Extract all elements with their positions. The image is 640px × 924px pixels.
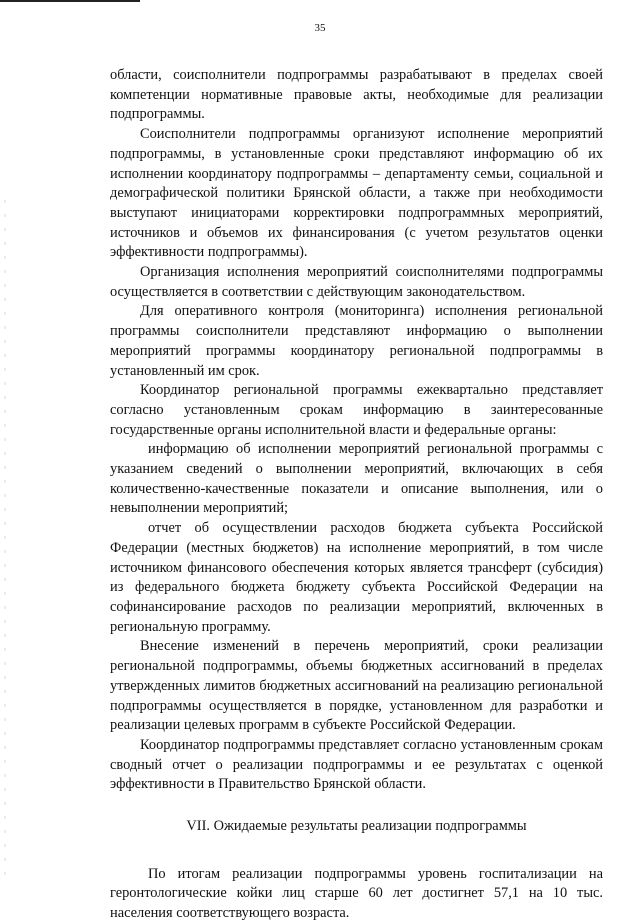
list-item-1: информацию об исполнении мероприятий региональной программы с указанием сведений о выполнении мероприятий, включающих в себя количественно-качественные показатели и описание выполнения, или о невыполнении мероприятий; xyxy=(110,441,603,517)
section-text: По итогам реализации подпрограммы уровень госпитализации на геронтологические койки лиц старше 60 лет достигнет 57,1 на 10 тыс. населения соответствующего возраста. xyxy=(110,865,603,922)
paragraph-4: Для оперативного контроля (мониторинга) исполнения региональной программы соисполнители представляют информацию о выполнении мероприятий программы координатору региональной подпрограммы в установленный им срок. xyxy=(110,303,603,379)
paragraph-2: Соисполнители подпрограммы организуют исполнение мероприятий подпрограммы, в установленные сроки представляют информацию об их исполнении координатору подпрограммы – департаменту семьи, социальной и демографической политики Брянской области, а также при необходимости выступают инициаторами корректировки подпрограммных мероприятий, источников и объемов их финансирования (с учетом результатов оценки эффективности подпрограммы). xyxy=(110,126,603,261)
paragraph-5: Координатор региональной программы ежеквартально представляет согласно установленным срокам информацию в заинтересованные государственные органы исполнительной власти и федеральные органы: xyxy=(110,382,603,438)
top-rule xyxy=(0,0,140,2)
list-item-2: отчет об осуществлении расходов бюджета субъекта Российской Федерации (местных бюджетов) на исполнение мероприятий, в том числе источником финансового обеспечения которых является трансферт (субсидия) из федерального бюджета бюджету субъекта Российской Федерации на софинансирование расходов по реализации мероприятий, включенных в региональную программу. xyxy=(110,520,603,635)
paragraph-6: Внесение изменений в перечень мероприятий, сроки реализации региональной подпрограммы, объемы бюджетных ассигнований в пределах утвержденных лимитов бюджетных ассигнований на реализацию региональной подпрограммы осуществляется в порядке, установленном для разработки и реализации целевых программ в субъекте Российской Федерации. xyxy=(110,638,603,734)
paragraph-7: Координатор подпрограммы представляет согласно установленным срокам сводный отчет о реализации подпрограммы и ее результатах с оценкой эффективности в Правительство Брянской области. xyxy=(110,736,603,793)
paragraph-3: Организация исполнения мероприятий соисполнителями подпрограммы осуществляется в соответствии с действующим законодательством. xyxy=(110,264,603,300)
scan-artifact xyxy=(4,200,6,880)
section-heading: VII. Ожидаемые результаты реализации подпрограммы xyxy=(186,818,527,835)
paragraph-1: области, соисполнители подпрограммы разрабатывают в пределах своей компетенции нормативные правовые акты, необходимые для реализации подпрограммы. xyxy=(110,67,603,123)
page-number: 35 xyxy=(314,22,326,34)
document-body xyxy=(110,66,603,924)
